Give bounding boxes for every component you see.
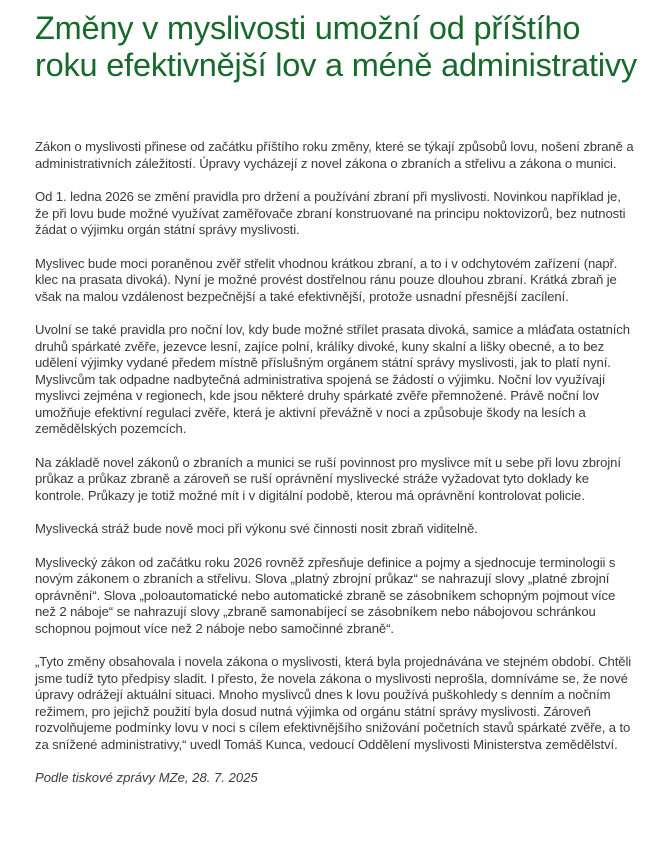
paragraph-quote: „Tyto změny obsahovala i novela zákona o myslivosti, která byla projednávána ve stejném období. Chtěli jsme tudíž tyto předpisy sladit. I přesto, že novela zákona o myslivosti neprošla, domníváme se, že nové úpravy odrážejí aktuální situaci. Mnoho myslivců dnes k lovu používá puškohledy s denním a nočním režimem, pro jejichž použití byla dosud nutná výjimka od orgánu státní správy myslivosti. Zároveň rozvolňujeme podmínky lovu v noci s cílem efektivnějšího snižování početních stavů spárkaté zvěře, a to za snížené administrativy,“ uvedl Tomáš Kunca, vedoucí Oddělení myslivosti Ministerstva zemědělství.: [35, 654, 632, 752]
paragraph-weapons-rules: Od 1. ledna 2026 se změní pravidla pro držení a používání zbraní při myslivosti. Novinkou například je, že při lovu bude možné využívat zaměřovače zbraní konstruované na principu noktovizorů, bez nutnosti žádat o výjimku orgán státní správy myslivosti.: [35, 189, 626, 237]
paragraph-terminology: Myslivecký zákon od začátku roku 2026 rovněž zpřesňuje definice a pojmy a sjednocuje terminologii s novým zákonem o zbraních a střelivu. Slova „platný zbrojní průkaz“ se nahrazují slovy „platné zbrojní oprávnění“. Slova „poloautomatické nebo automatické zbraně se zásobníkem schopným pojmout více než 2 náboje“ se nahrazují slovy „zbraně samonabíjecí se zásobníkem nebo nábojovou schránkou schopnou pojmout více než 2 náboje nebo samočinné zbraně“.: [35, 554, 616, 636]
paragraph-short-weapon: Myslivec bude moci poraněnou zvěř střelit vhodnou krátkou zbraní, a to i v odchytovém zařízení (např. klec na prasata divoká). Nyní je možné provést dostřelnou ránu pouze dlouhou zbraní. Krátká zbraň je však na malou vzdálenost bezpečnější a také efektivnější, protože usnadní přesnější zacílení.: [35, 255, 618, 304]
paragraph-game-warden: Myslivecká stráž bude nově moci při výkonu své činnosti nosit zbraň viditelně.: [35, 521, 478, 536]
article-source: Podle tiskové zprávy MZe, 28. 7. 2025: [35, 770, 258, 785]
paragraph-intro: Zákon o myslivosti přinese od začátku příštího roku změny, které se týkají způsobů lovu, nošení zbraně a administrativních záležitostí. Úpravy vycházejí z novel zákona o zbraních a střelivu a zákona o munici.: [35, 139, 634, 171]
paragraph-licenses: Na základě novel zákonů o zbraních a munici se ruší povinnost pro myslivce mít u sebe při lovu zbrojní průkaz a průkaz zbraně a zároveň se ruší oprávnění myslivecké stráže vyžadovat tyto doklady ke kontrole. Průkazy je totiž možné mít i v digitální podobě, kterou má oprávnění kontrolovat policie.: [35, 454, 621, 503]
article-headline: Změny v myslivosti umožní od příštího roku efektivnější lov a méně administrativy: [35, 10, 637, 83]
article-body: [35, 139, 635, 787]
paragraph-night-hunting: Uvolní se také pravidla pro noční lov, kdy bude možné střílet prasata divoká, samice a mláďata ostatních druhů spárkaté zvěře, jezevce lesní, zajíce polní, králíky divoké, kuny skalní a lišky obecné, a to bez udělení výjimky vydané předem místně příslušným orgánem státní správy myslivosti, jak to platí nyní. Myslivcům tak odpadne nadbytečná administrativa spojená se žádostí o výjimku. Noční lov využívají myslivci zejména v regionech, kde jsou některé druhy spárkaté zvěře přemnožené. Právě noční lov umožňuje efektivní regulaci zvěře, která je aktivní převážně v noci a způsobuje škody na lesích a zemědělských pozemcích.: [35, 322, 630, 436]
